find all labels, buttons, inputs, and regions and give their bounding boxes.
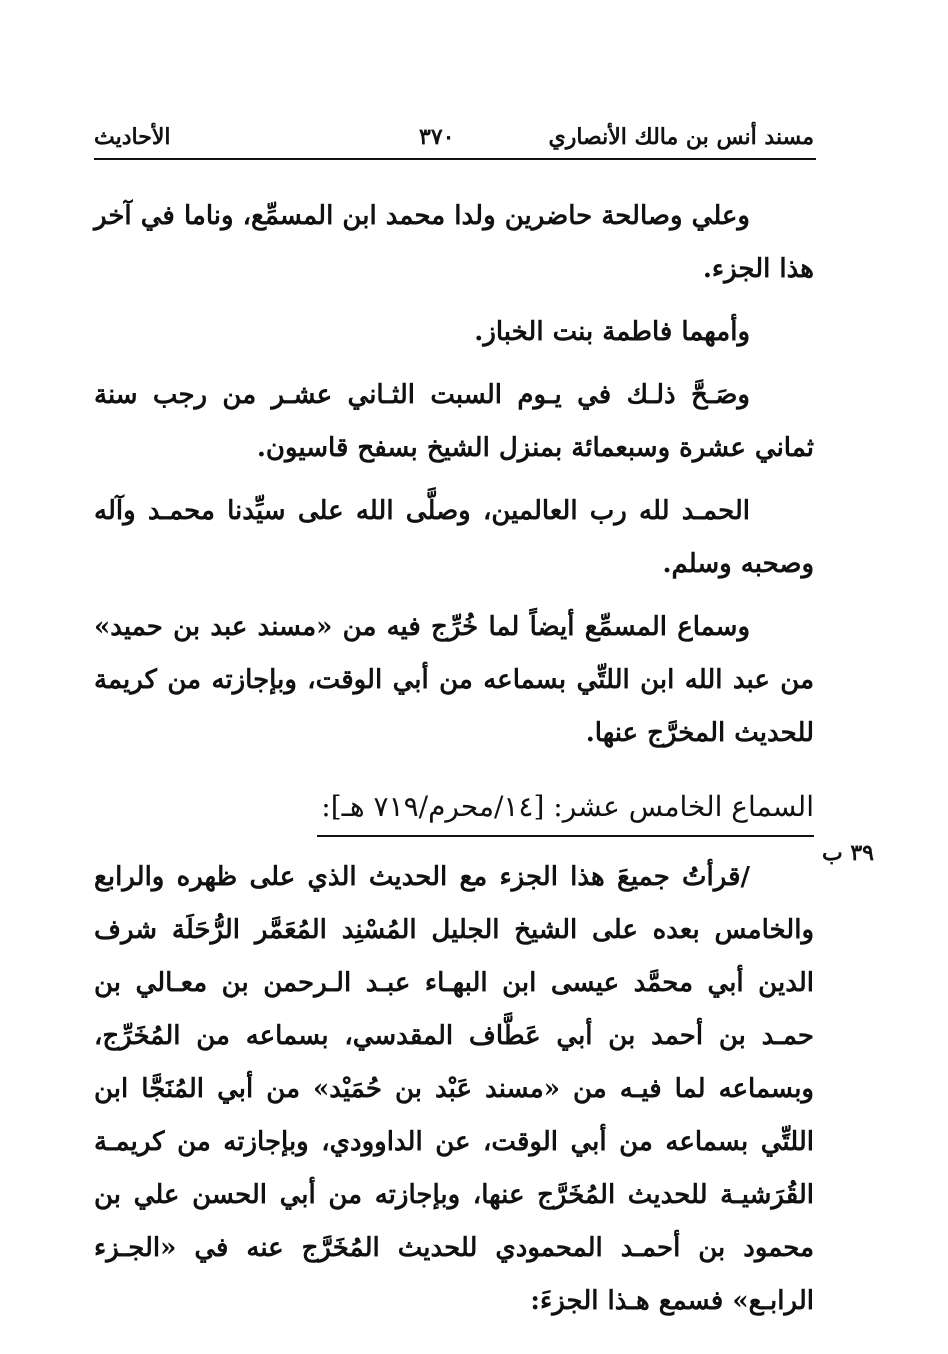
paragraph-final: /قرأتُ جميعَ هذا الجزء مع الحديث الذي على ظهره والرابع والخامس بعده على الشيخ الجليل المُسْنِد المُعَمَّر الرُّحَلَة شرف الدين أبي محمَّد عيسى ابن البهـاء عبـد الـرحمن بن معـالي بن حمـد بن أحمد بن أبي عَطَّاف المقدسي، بسماعه من المُخَرِّج، وبسماعه لما فيـه من «مسند عَبْد بن حُمَيْد» من أبي المُنَجَّا ابن اللتِّي بسماعه من أبي الوقت، عن الداوودي، وبإجازته من كريمـة القُرَشيـة للحديث المُخَرَّج عنها، وبإجازته من أبي الحسن علي بن محمود بن أحمـد المحمودي للحديث المُخَرَّج عنه في «الجـزء الرابـع» فسمع هـذا الجزءَ: — [94, 862, 814, 1316]
section-heading: السماع الخامس عشر: [١٤/محرم/٧١٩ هـ]: — [317, 785, 814, 837]
section-title: الأحاديث — [94, 124, 171, 150]
book-title: مسند أنس بن مالك الأنصاري — [548, 124, 814, 150]
paragraph-3: وصَـحَّ ذلـك في يـوم السبت الثـاني عشـر من رجب سنة ثماني عشرة وسبعمائة بمنزل الشيخ بسفح قاسيون. — [94, 380, 814, 463]
body-text — [94, 190, 814, 1328]
margin-folio: ٣٩ ب — [821, 840, 874, 866]
paragraph-5: وسماع المسمِّع أيضاً لما خُرِّج فيه من «مسند عبد بن حميد» من عبد الله ابن اللتِّي بسماعه من أبي الوقت، وبإجازته من كريمة للحديث المخرَّج عنها. — [94, 612, 814, 748]
heading-wrap — [94, 782, 814, 837]
paragraph-2: وأمهما فاطمة بنت الخباز. — [474, 317, 750, 347]
header-rule — [94, 158, 816, 160]
paragraph-4: الحمـد لله رب العالمين، وصلَّى الله على سيِّدنا محمـد وآله وصحبه وسلم. — [94, 496, 814, 579]
page-number: ٣٧٠ — [419, 124, 455, 150]
running-header — [94, 120, 814, 156]
paragraph-1: وعلي وصالحة حاضرين ولدا محمد ابن المسمِّع، وناما في آخر هذا الجزء. — [94, 201, 814, 284]
